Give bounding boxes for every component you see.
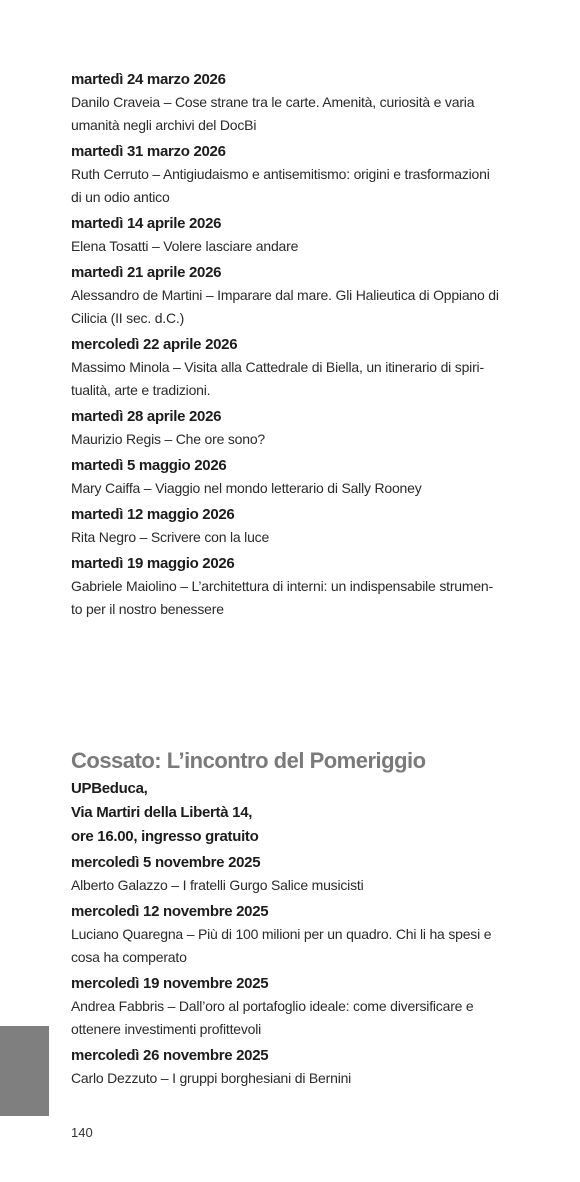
entry-date: mercoledì 26 novembre 2025 <box>71 1047 269 1064</box>
entry-date: martedì 5 maggio 2026 <box>71 457 227 474</box>
entry-date: martedì 14 aprile 2026 <box>71 215 222 232</box>
schedule-entry <box>71 333 521 402</box>
schedule-entry <box>71 851 521 897</box>
schedule-entry <box>71 405 521 451</box>
entry-date: mercoledì 19 novembre 2025 <box>71 975 269 992</box>
page-number: 140 <box>71 1125 93 1140</box>
entry-description-line: Alberto Galazzo – I fratelli Gurgo Salice musicisti <box>71 877 364 893</box>
venue-info <box>71 777 521 849</box>
entry-description-line: Danilo Craveia – Cose strane tra le carte. Amenità, curiosità e varia <box>71 94 475 110</box>
entry-date: mercoledì 22 aprile 2026 <box>71 336 238 353</box>
entry-description-line: umanità negli archivi del DocBi <box>71 117 257 133</box>
section-title: Cossato: L’incontro del Pomeriggio <box>71 748 426 773</box>
entry-description-line: Ruth Cerruto – Antigiudaismo e antisemitismo: origini e trasformazioni <box>71 166 490 182</box>
entry-description-line: Mary Caiffa – Viaggio nel mondo letterario di Sally Rooney <box>71 480 422 496</box>
entry-description-line: di un odio antico <box>71 189 170 205</box>
schedule-entry <box>71 503 521 549</box>
entry-description-line: cosa ha comperato <box>71 949 187 965</box>
entry-date: martedì 12 maggio 2026 <box>71 506 235 523</box>
entry-description-line: Rita Negro – Scrivere con la luce <box>71 529 270 545</box>
entry-date: martedì 19 maggio 2026 <box>71 555 235 572</box>
entry-description-line: Carlo Dezzuto – I gruppi borghesiani di Bernini <box>71 1070 352 1086</box>
entry-description-line: tualità, arte e tradizioni. <box>71 382 211 398</box>
entry-description-line: Gabriele Maiolino – L’architettura di interni: un indispensabile strumen- <box>71 578 493 594</box>
entry-description-line: Massimo Minola – Visita alla Cattedrale di Biella, un itinerario di spiri- <box>71 359 484 375</box>
entry-date: martedì 24 marzo 2026 <box>71 71 226 88</box>
entry-date: mercoledì 5 novembre 2025 <box>71 854 261 871</box>
schedule-entry <box>71 261 521 330</box>
chapter-tab-marker <box>0 1026 49 1116</box>
schedule-entry <box>71 1044 521 1090</box>
entry-description-line: Cilicia (II sec. d.C.) <box>71 310 185 326</box>
schedule-entry <box>71 972 521 1041</box>
schedule-entry <box>71 454 521 500</box>
entry-description-line: ottenere investimenti profittevoli <box>71 1021 262 1037</box>
entry-description-line: Maurizio Regis – Che ore sono? <box>71 431 265 447</box>
venue-line: ore 16.00, ingresso gratuito <box>71 828 259 845</box>
schedule-entry <box>71 212 521 258</box>
entry-description-line: Alessandro de Martini – Imparare dal mare. Gli Halieutica di Oppiano di <box>71 287 499 303</box>
entry-date: mercoledì 12 novembre 2025 <box>71 903 269 920</box>
schedule-entry <box>71 140 521 209</box>
schedule-section-2 <box>71 745 521 1093</box>
entry-description-line: Luciano Quaregna – Più di 100 milioni per un quadro. Chi li ha spesi e <box>71 926 492 942</box>
schedule-entry <box>71 900 521 969</box>
entry-description-line: Andrea Fabbris – Dall’oro al portafoglio ideale: come diversificare e <box>71 998 474 1014</box>
entry-date: martedì 31 marzo 2026 <box>71 143 226 160</box>
schedule-section-1 <box>71 68 521 624</box>
schedule-entry <box>71 552 521 621</box>
entry-description-line: Elena Tosatti – Volere lasciare andare <box>71 238 299 254</box>
entry-date: martedì 28 aprile 2026 <box>71 408 222 425</box>
schedule-entry <box>71 68 521 137</box>
entry-description-line: to per il nostro benessere <box>71 601 224 617</box>
venue-line: UPBeduca, <box>71 780 148 797</box>
venue-line: Via Martiri della Libertà 14, <box>71 804 253 821</box>
entry-date: martedì 21 aprile 2026 <box>71 264 222 281</box>
